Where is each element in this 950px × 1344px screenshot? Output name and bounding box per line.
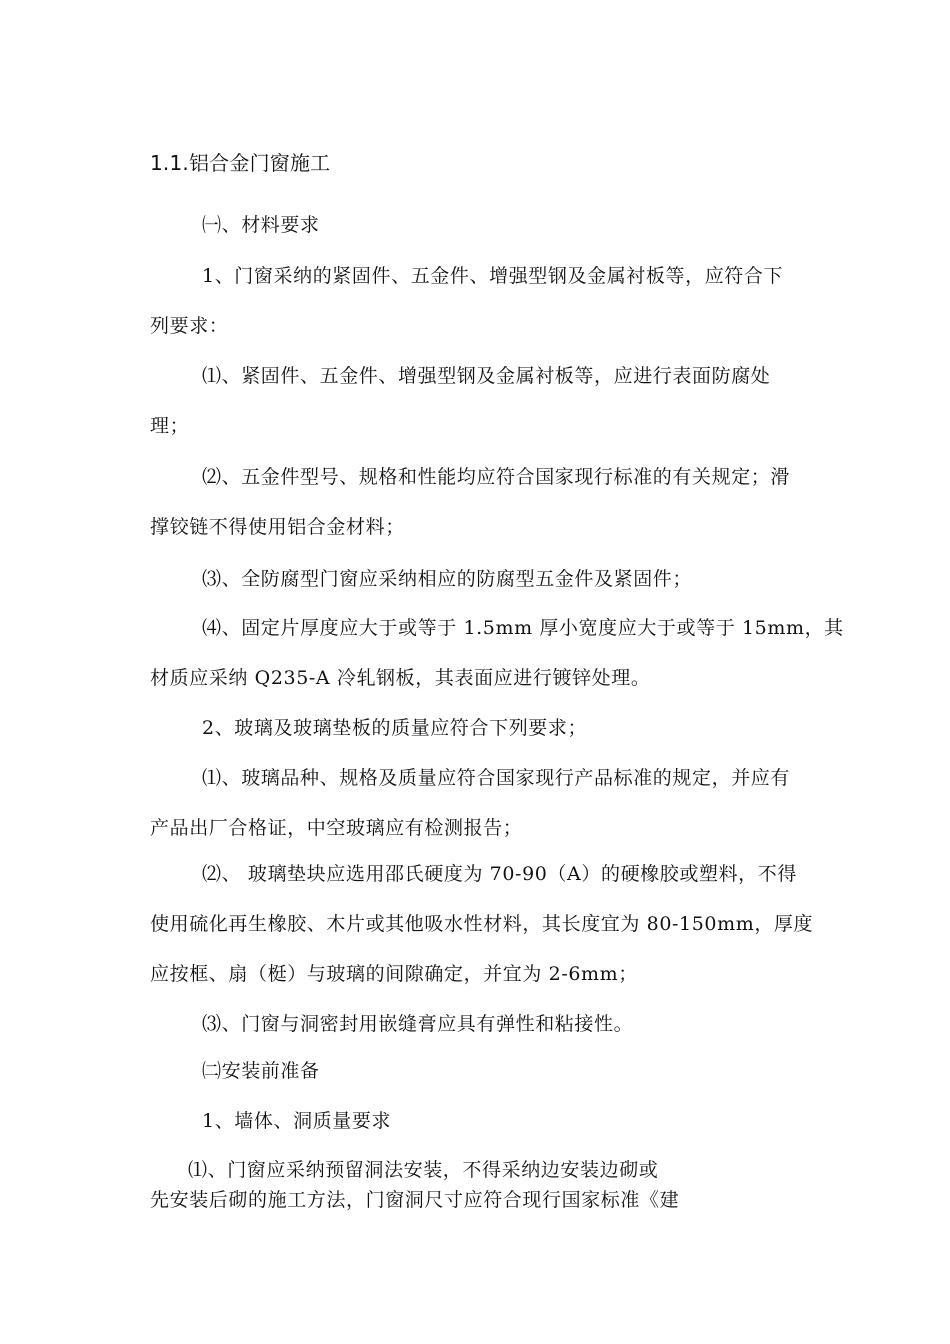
- paragraph-line: ⑶、全防腐型门窗应采纳相应的防腐型五金件及紧固件；: [202, 568, 693, 590]
- paragraph-line: 列要求：: [150, 315, 229, 337]
- paragraph-line: 1、墙体、洞质量要求: [202, 1110, 392, 1132]
- paragraph-line: ⑶、门窗与洞密封用嵌缝膏应具有弹性和粘接性。: [202, 1013, 634, 1035]
- paragraph-line: 2、玻璃及玻璃垫板的质量应符合下列要求；: [202, 717, 588, 739]
- section-heading: 1.1.铝合金门窗施工: [150, 151, 331, 175]
- paragraph-line: 产品出厂合格证，中空玻璃应有检测报告；: [150, 817, 523, 839]
- paragraph-line: 材质应采纳 Q235-A 冷轧钢板，其表面应进行镀锌处理。: [150, 667, 651, 689]
- paragraph-line: 1、门窗采纳的紧固件、五金件、增强型钢及金属衬板等，应符合下: [202, 265, 784, 287]
- paragraph-line: 理；: [150, 415, 190, 437]
- paragraph-line: ⑴、玻璃品种、规格及质量应符合国家现行产品标准的规定，并应有: [202, 767, 791, 789]
- paragraph-line: ⑵、五金件型号、规格和性能均应符合国家现行标准的有关规定；滑: [202, 466, 791, 488]
- subsection-title-preparation: ㈡安装前准备: [202, 1060, 320, 1082]
- paragraph-line: 先安装后砌的施工方法，门窗洞尺寸应符合现行国家标准《建: [150, 1189, 680, 1211]
- paragraph-line: 应按框、扇（梃）与玻璃的间隙确定，并宜为 2-6mm；: [150, 963, 638, 985]
- paragraph-line: ⑴、门窗应采纳预留洞法安装，不得采纳边安装边砌或: [188, 1159, 659, 1181]
- paragraph-line: ⑴、紧固件、五金件、增强型钢及金属衬板等，应进行表面防腐处: [202, 365, 771, 387]
- paragraph-line: ⑷、固定片厚度应大于或等于 1.5mm 厚小宽度应大于或等于 15mm，其: [202, 617, 844, 639]
- subsection-title-materials: ㈠、材料要求: [202, 214, 320, 236]
- paragraph-line: 撑铰链不得使用铝合金材料；: [150, 516, 405, 538]
- paragraph-line: ⑵、 玻璃垫块应选用邵氏硬度为 70-90（A）的硬橡胶或塑料，不得: [202, 863, 797, 885]
- paragraph-line: 使用硫化再生橡胶、木片或其他吸水性材料，其长度宜为 80-150mm，厚度: [150, 913, 814, 935]
